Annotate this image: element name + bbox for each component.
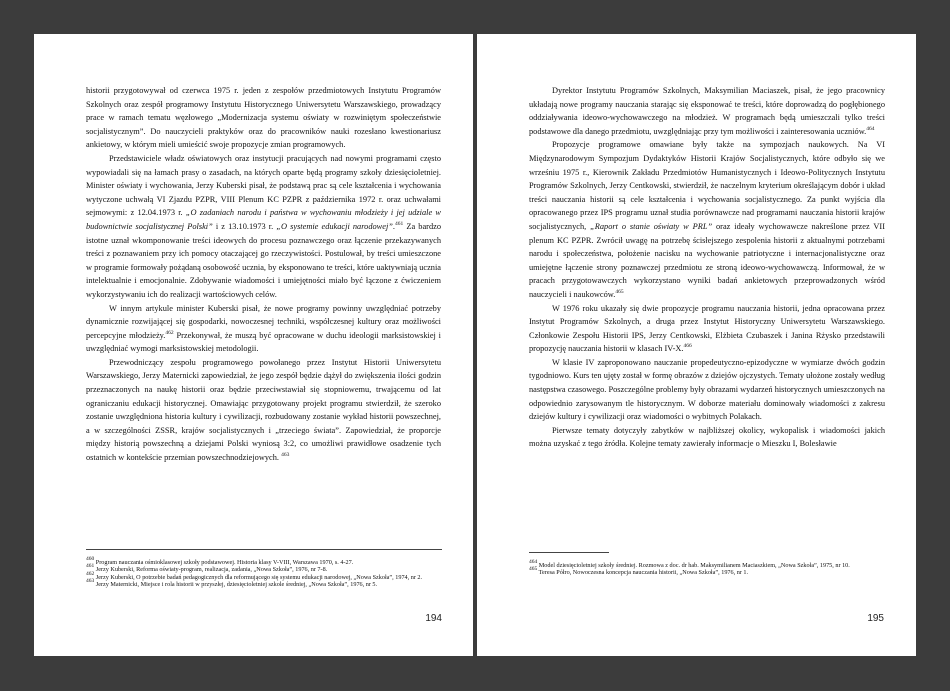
footnote-ref: 463 bbox=[281, 452, 290, 459]
footnote-ref: 461 bbox=[395, 220, 404, 227]
text-run: W 1976 roku ukazały się dwie propozycje programu nauczania historii, jedna opracowana przez Instytut Programów Szkolnych, a druga przez Instytut Historyczny Uniwersytetu Warszawskiego. Członkowie Zespołu Historii IPS, Jerzy Centkowski, Elżbieta Czubaszek i Janina Rżysko przedstawili propozycję nauczania historii w klasach IV-X. bbox=[529, 303, 885, 354]
footnote-text: Jerzy Maternicki, Miejsce i rola historii w przyszłej, dziesięcioletniej szkole średniej, „Nowa Szkoła”, 1976, nr 5. bbox=[94, 581, 378, 589]
body-paragraph bbox=[86, 356, 441, 465]
italic-title: „Raport o stanie oświaty w PRL” bbox=[590, 221, 713, 231]
left-page-body bbox=[86, 84, 441, 465]
right-page-body bbox=[529, 84, 885, 451]
body-paragraph bbox=[529, 424, 885, 451]
footnote-ref: 462 bbox=[165, 329, 174, 336]
text-run: W klasie IV zaproponowano nauczanie propedeutyczno-epizodyczne w wymiarze dwóch godzin tygodniowo. Kurs ten ujęty został w formę obrazów z dziejów ojczystych. Tematy ułożone zostały według następstwa czasowego. Poszczególne problemy były obrazami wydarzeń historycznych umieszczonych na odpowiednio zarysowanym tle historycznym. W doborze materiału dominowały wiadomości z zakresu dziejów kultury i cywilizacji oraz wiadomości o wybitnych Polakach. bbox=[529, 357, 885, 422]
page-number: 195 bbox=[867, 613, 884, 624]
footnote-text: Program nauczania ośmioklasowej szkoły podstawowej. Historia klasy V-VIII, Warszawa 1970, s. 4-27. bbox=[94, 559, 354, 566]
footnote-number: 464 bbox=[529, 559, 538, 565]
italic-title: „O systemie edukacji narodowej” bbox=[276, 221, 393, 231]
footnote-number: 461 bbox=[86, 563, 95, 570]
text-run: Przewodniczący zespołu programowego powołanego przez Instytut Historii Uniwersytetu Warszawskiego, Jerzy Maternicki zapowiedział, że jego zespół będzie dążył do zwiększenia ilości godzin przeznaczonych na naukę historii oraz będzie przeciwstawiał się stopniowemu, trwającemu od lat ograniczaniu edukacji historycznej. Omawiając przygotowany projekt programu stwierdził, że szeroko zostanie uwzględniona historia kultury i cywilizacji, rozbudowany zostanie wykład historii powszechnej, a w szczególności ZSSR, krajów socjalistycznych i „trzeciego świata”. Zapowiedział, że proporcje między historią powszechną a dziejami Polski wyniosą 3:2, co umożliwi prawidłowe osadzenie tych ostatnich w kontekście przemian powszechnodziejowych. bbox=[86, 357, 441, 463]
body-paragraph bbox=[529, 138, 885, 301]
text-run: Za bardzo istotne uznał wkomponowanie treści ideowych do procesu poznawczego oraz łączenie przekazywanych treści z poznawaniem przy ich pomocy otaczającej go rzeczywistości. Postulował, by treści umieszczone w programie formowały pożądaną osobowość ucznia, by eksponowano te treści, które uaktywniają ucznia intelektualnie i emocjonalnie. Zdobywanie wiadomości i umiejętności miało być łączone z ćwiczeniem wykorzystywaniu ich do realizacji wartościowych celów. bbox=[86, 221, 441, 299]
body-paragraph bbox=[86, 152, 441, 302]
page-number: 194 bbox=[425, 613, 442, 624]
text-run: Przekonywał, że muszą być opracowane w duchu ideologii marksistowskiej i uwzględniać wymogi marksistowskiej metodologii. bbox=[86, 330, 441, 354]
footnote-list bbox=[86, 556, 441, 589]
body-paragraph bbox=[529, 84, 885, 138]
footnote-ref: 465 bbox=[615, 288, 624, 295]
body-paragraph bbox=[86, 302, 441, 356]
body-paragraph bbox=[86, 84, 441, 152]
left-page-footnotes bbox=[86, 549, 441, 589]
text-run: Przedstawiciele władz oświatowych oraz instytucji pracujących nad nowymi programami często wypowiadali się na łamach prasy o zasadach, na których oparte będą programy szkoły dziesięcioletniej. Minister oświaty i wychowania, Jerzy Kuberski pisał, że podstawą prac są cele kształcenia i wychowania wytyczone uchwałą VI Zjazdu PZPR, VIII Plenum KC PZPR z października 1972 r. oraz uchwałami sejmowymi: z 12.04.1973 r. bbox=[86, 153, 441, 218]
footnote-text: Teresa Półro, Nowoczesna koncepcja nauczania historii, „Nowa Szkoła”, 1976, nr 1. bbox=[537, 569, 749, 577]
footnote-text: Jerzy Kuberski, O potrzebie badań pedagogicznych dla reformującego się systemu edukacji narodowej, „Nowa Szkoła”, 1974, nr 2. bbox=[94, 573, 423, 581]
text-run: historii przygotowywał od czerwca 1975 r. jeden z zespołów przedmiotowych Instytutu Programów Szkolnych oraz zespół programowy Instytutu Historycznego Uniwersytetu Warszawskiego, prowadzący prace w ramach tematu węzłowego „Modernizacja systemu oświaty w rozwiniętym społeczeństwie socjalistycznym”. Do nauczycieli praktyków oraz do pracowników nauki rozesłano kwestionariusz ankietowy, w którym mieli umieścić swoje propozycje zmian programowych. bbox=[86, 86, 441, 150]
footnote-ref: 464 bbox=[866, 125, 875, 132]
footnote-ref: 466 bbox=[683, 343, 692, 350]
footnote-text: Jerzy Kuberski, Reforma oświaty-program, realizacja, zadania, „Nowa Szkoła”, 1976, nr 7-8. bbox=[94, 566, 328, 574]
text-run: . bbox=[392, 221, 395, 231]
italic-title: „O zadaniach narodu i państwa w wychowaniu młodzieży i jej udziale w budownictwie socjalistycznej Polski” bbox=[86, 208, 441, 231]
body-paragraph bbox=[529, 356, 885, 424]
footnote-list bbox=[529, 559, 885, 577]
text-run: oraz ideały wychowawcze nakreślone przez VII plenum KC PZPR. Zwrócił uwagę na potrzebę ścisłejszego zespolenia historii z aktualnymi potrzebami narodu i społeczeństwa, położenie nacisku na wychowanie patriotyczne i internacjonalistyczne oraz umiejętne łączenie strony poznawczej przedmiotu ze stroną ideowo-wychowawczą. Informował, że w pracach przygotowawczych wykorzystano wyniki badań ankietowych przeprowadzonych wśród nauczycieli i naukowców. bbox=[529, 221, 885, 299]
left-page bbox=[34, 34, 473, 656]
text-run: i z 13.10.1973 r. bbox=[212, 221, 277, 231]
text-run: W innym artykule minister Kuberski pisał, że nowe programy powinny uwzględniać potrzeby dynamicznie rozwijającej się gospodarki, nowoczesnej techniki, współczesnej kultury oraz możliwości percepcyjne młodzieży. bbox=[86, 303, 441, 340]
text-run: Propozycje programowe omawiane były także na sympozjach naukowych. Na VI Międzynarodowym Sympozjum Dydaktyków Historii Krajów Socjalistycznych, które odbyło się we wrześniu 1975 r., Kierownik Zakładu Przedmiotów Humanistycznych i Ideowo-Politycznych Instytutu Programów Szkolnych, Jerzy Centkowski, stwierdził, że naczelnym kryterium określającym dobór i układ treści nauczania historii są cele kształcenia i wychowania socjalistycznego. Za punkt wyjścia dla opracowanego przez IPS programu uznał studia porównawcze nad programami nauczania historii krajów socjalistycznych, bbox=[529, 140, 885, 231]
footnote-text: Model dziesięcioletniej szkoły średniej. Rozmowa z doc. dr hab. Maksymilianem Maciaszkiem, „Nowa Szkoła”, 1975, nr 10. bbox=[537, 562, 850, 569]
footnote-number: 460 bbox=[86, 556, 95, 562]
text-run: Dyrektor Instytutu Programów Szkolnych, Maksymilian Maciaszek, pisał, że jego pracownicy układają nowe programy nauczania starając się eksponować te treści, które doprowadzą do pogłębionego oddziaływania ideowo-wychowawczego na młodzież. W programach będą umieszczali tylko treści podstawowe dla danego przedmiotu, uwzględniając przy tym możliwości i zainteresowania uczniów. bbox=[529, 86, 885, 136]
footnote-number: 462 bbox=[86, 570, 95, 577]
footnote-number: 463 bbox=[86, 578, 95, 585]
right-page-footnotes bbox=[529, 552, 885, 577]
text-run: Pierwsze tematy dotyczyły zabytków w najbliższej okolicy, wykopalisk i wiadomości jakich można uzyskać z tego źródła. Kolejne tematy zawierały informacje o Mieszku I, Bolesławie bbox=[529, 425, 885, 449]
footnote-separator bbox=[86, 549, 442, 550]
footnote-separator bbox=[529, 552, 609, 553]
body-paragraph bbox=[529, 302, 885, 356]
footnote-number: 465 bbox=[529, 566, 538, 573]
footnote bbox=[86, 578, 441, 589]
right-page bbox=[477, 34, 916, 656]
footnote bbox=[529, 566, 885, 577]
